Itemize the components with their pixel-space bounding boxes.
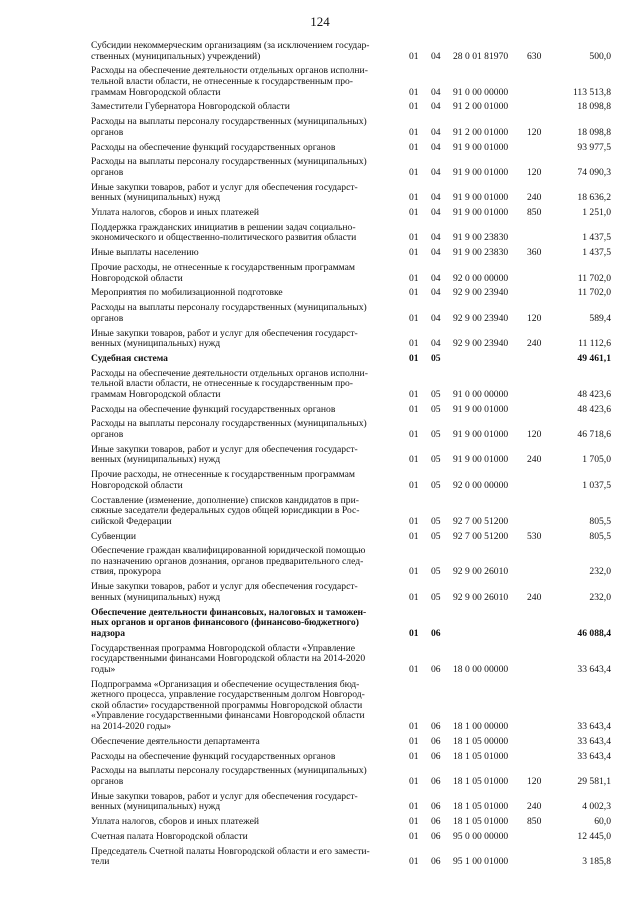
table-row <box>91 354 611 365</box>
row-description: Расходы на выплаты персоналу государственных (муниципальных) органов <box>91 116 367 138</box>
table-row <box>91 445 611 466</box>
table-row <box>91 263 611 284</box>
subsection-code: 05 <box>431 454 441 466</box>
section-code: 01 <box>409 272 419 284</box>
section-code: 01 <box>409 801 419 813</box>
row-description: Расходы на обеспечение функций государственных органов <box>91 750 336 762</box>
section-code: 01 <box>409 287 419 299</box>
row-description: Обеспечение деятельности финансовых, налоговых и таможен- ных органов и органов финансового (финансово-бюджетного) надзора <box>91 606 367 639</box>
expense-type-code: 850 <box>527 816 542 828</box>
row-description: Расходы на обеспечение функций государственных органов <box>91 141 336 153</box>
subsection-code: 05 <box>431 530 441 542</box>
subsection-code: 04 <box>431 86 441 98</box>
section-code: 01 <box>409 388 419 400</box>
section-code: 01 <box>409 566 419 578</box>
section-code: 01 <box>409 750 419 762</box>
target-article-code: 18 1 05 01000 <box>453 801 509 813</box>
section-code: 01 <box>409 50 419 62</box>
amount: 11 702,0 <box>577 272 611 284</box>
table-row <box>91 223 611 244</box>
amount: 4 002,3 <box>582 801 611 813</box>
row-description: Иные закупки товаров, работ и услуг для обеспечения государст- венных (муниципальных) нужд <box>91 790 358 813</box>
row-description: Заместители Губернатора Новгородской области <box>91 101 290 113</box>
table-row <box>91 157 611 178</box>
row-description: Прочие расходы, не отнесенные к государственным программам Новгородской области <box>91 261 355 284</box>
expense-type-code: 240 <box>527 192 542 204</box>
table-row <box>91 208 611 219</box>
table-row <box>91 817 611 828</box>
amount: 49 461,1 <box>577 352 611 364</box>
subsection-code: 05 <box>431 429 441 440</box>
expense-type-code: 120 <box>527 166 542 178</box>
row-description: Уплата налогов, сборов и иных платежей <box>91 207 260 219</box>
amount: 18 636,2 <box>577 192 611 204</box>
table-row <box>91 532 611 543</box>
section-code: 01 <box>409 591 419 603</box>
target-article-code: 92 9 00 23940 <box>453 287 509 299</box>
target-article-code: 18 0 00 00000 <box>453 663 509 675</box>
section-code: 01 <box>409 141 419 153</box>
section-code: 01 <box>409 126 419 138</box>
expense-type-code: 530 <box>527 530 542 542</box>
target-article-code: 18 1 05 00000 <box>453 735 509 747</box>
section-code: 01 <box>409 530 419 542</box>
target-article-code: 91 9 00 01000 <box>453 192 509 204</box>
row-description: Мероприятия по мобилизационной подготовке <box>91 287 283 299</box>
section-code: 01 <box>409 429 419 440</box>
target-article-code: 95 1 00 01000 <box>453 856 509 868</box>
section-code: 01 <box>409 816 419 828</box>
target-article-code: 92 9 00 23940 <box>453 312 509 324</box>
subsection-code: 04 <box>431 207 441 219</box>
page-number: 124 <box>310 14 330 29</box>
amount: 33 643,4 <box>577 720 611 732</box>
expense-type-code: 120 <box>527 126 542 138</box>
amount: 93 977,5 <box>577 141 611 153</box>
target-article-code: 95 0 00 00000 <box>453 830 509 842</box>
target-article-code: 92 9 00 23940 <box>453 338 509 350</box>
subsection-code: 06 <box>431 720 441 732</box>
target-article-code: 18 1 00 00000 <box>453 720 509 732</box>
row-description: Расходы на обеспечение функций государственных органов <box>91 403 336 415</box>
amount: 1 437,5 <box>582 247 611 259</box>
table-row <box>91 546 611 578</box>
subsection-code: 04 <box>431 101 441 113</box>
table-row <box>91 288 611 299</box>
section-code: 01 <box>409 166 419 178</box>
table-row <box>91 792 611 813</box>
target-article-code: 92 9 00 26010 <box>453 591 509 603</box>
table-row <box>91 496 611 528</box>
subsection-code: 04 <box>431 141 441 153</box>
section-code: 01 <box>409 735 419 747</box>
table-row <box>91 680 611 733</box>
section-code: 01 <box>409 192 419 204</box>
subsection-code: 04 <box>431 272 441 284</box>
amount: 805,5 <box>589 530 611 542</box>
section-code: 01 <box>409 352 419 364</box>
expense-type-code: 120 <box>527 312 542 324</box>
amount: 48 423,6 <box>577 388 611 400</box>
subsection-code: 05 <box>431 352 441 364</box>
amount: 46 088,4 <box>577 627 611 639</box>
section-code: 01 <box>409 627 419 639</box>
target-article-code: 91 2 00 01000 <box>453 126 509 138</box>
row-description: Расходы на обеспечение деятельности отдельных органов исполни- тельной власти области, не отнесенные к государственным про- граммам Новгородской области <box>91 367 368 400</box>
table-row <box>91 752 611 763</box>
amount: 1 705,0 <box>582 454 611 466</box>
target-article-code: 91 0 00 00000 <box>453 388 509 400</box>
section-code: 01 <box>409 775 419 787</box>
section-code: 01 <box>409 720 419 732</box>
amount: 589,4 <box>589 312 611 324</box>
amount: 46 718,6 <box>577 429 611 440</box>
amount: 805,5 <box>589 515 611 527</box>
section-code: 01 <box>409 338 419 350</box>
target-article-code: 92 0 00 00000 <box>453 272 509 284</box>
section-code: 01 <box>409 830 419 842</box>
row-description: Иные закупки товаров, работ и услуг для обеспечения государст- венных (муниципальных) нужд <box>91 327 358 350</box>
subsection-code: 05 <box>431 479 441 491</box>
subsection-code: 04 <box>431 338 441 350</box>
row-description: Уплата налогов, сборов и иных платежей <box>91 816 260 828</box>
section-code: 01 <box>409 479 419 491</box>
row-description: Иные закупки товаров, работ и услуг для обеспечения государст- венных (муниципальных) нужд <box>91 443 358 466</box>
section-code: 01 <box>409 207 419 219</box>
target-article-code: 18 1 05 01000 <box>453 816 509 828</box>
row-description: Расходы на обеспечение деятельности отдельных органов исполни- тельной власти области, не отнесенные к государственным про- граммам Новгородской области <box>91 65 368 98</box>
subsection-code: 04 <box>431 50 441 62</box>
expense-type-code: 360 <box>527 247 542 259</box>
subsection-code: 06 <box>431 816 441 828</box>
target-article-code: 18 1 05 01000 <box>453 750 509 762</box>
row-description: Судебная система <box>91 352 168 364</box>
expense-type-code: 240 <box>527 591 542 603</box>
target-article-code: 18 1 05 01000 <box>453 775 509 787</box>
budget-table <box>91 41 611 872</box>
target-article-code: 91 9 00 01000 <box>453 454 509 466</box>
table-row <box>91 766 611 787</box>
row-description: Субвенции <box>91 530 136 542</box>
table-row <box>91 248 611 259</box>
row-description: Составление (изменение, дополнение) списков кандидатов в при- сяжные заседатели федеральных судов общей юрисдикции в Рос- сийской Федерации <box>91 494 360 527</box>
amount: 232,0 <box>589 566 611 578</box>
subsection-code: 06 <box>431 750 441 762</box>
row-description: Субсидии некоммерческим организациям (за исключением государ- ственных (муниципальных) учреждений) <box>91 40 370 62</box>
subsection-code: 04 <box>431 312 441 324</box>
table-row <box>91 303 611 324</box>
subsection-code: 05 <box>431 388 441 400</box>
amount: 18 098,8 <box>577 126 611 138</box>
expense-type-code: 240 <box>527 801 542 813</box>
table-row <box>91 847 611 868</box>
amount: 3 185,8 <box>582 856 611 868</box>
section-code: 01 <box>409 403 419 415</box>
amount: 48 423,6 <box>577 403 611 415</box>
table-row <box>91 143 611 154</box>
amount: 1 037,5 <box>582 479 611 491</box>
target-article-code: 91 9 00 01000 <box>453 207 509 219</box>
amount: 500,0 <box>589 50 611 62</box>
table-row <box>91 66 611 98</box>
subsection-code: 06 <box>431 735 441 747</box>
target-article-code: 92 7 00 51200 <box>453 530 509 542</box>
row-description: Государственная программа Новгородской области «Управление государственными финансами Новгородской области на 2014-2020 годы» <box>91 642 366 675</box>
amount: 11 702,0 <box>577 287 611 299</box>
amount: 1 437,5 <box>582 232 611 244</box>
amount: 74 090,3 <box>577 166 611 178</box>
subsection-code: 04 <box>431 287 441 299</box>
expense-type-code: 120 <box>527 429 542 440</box>
amount: 33 643,4 <box>577 735 611 747</box>
subsection-code: 04 <box>431 247 441 259</box>
section-code: 01 <box>409 101 419 113</box>
expense-type-code: 120 <box>527 775 542 787</box>
expense-type-code: 630 <box>527 50 542 62</box>
table-row <box>91 582 611 603</box>
subsection-code: 06 <box>431 663 441 675</box>
subsection-code: 05 <box>431 591 441 603</box>
row-description: Подпрограмма «Организация и обеспечение осуществления бюд- жетного процесса, управление государственным долгом Новгород- ской области» государственной программы Новгородской области «Управление государственными финансами Новгородской области на 2014-2020 годы» <box>91 678 365 732</box>
table-row <box>91 737 611 748</box>
target-article-code: 92 9 00 26010 <box>453 566 509 578</box>
subsection-code: 06 <box>431 830 441 842</box>
row-description: Иные выплаты населению <box>91 247 199 259</box>
subsection-code: 04 <box>431 232 441 244</box>
row-description: Расходы на выплаты персоналу государственных (муниципальных) органов <box>91 302 367 324</box>
subsection-code: 04 <box>431 126 441 138</box>
amount: 33 643,4 <box>577 663 611 675</box>
table-row <box>91 419 611 440</box>
subsection-code: 05 <box>431 515 441 527</box>
target-article-code: 91 9 00 01000 <box>453 141 509 153</box>
amount: 29 581,1 <box>577 775 611 787</box>
subsection-code: 04 <box>431 166 441 178</box>
subsection-code: 05 <box>431 403 441 415</box>
table-row <box>91 832 611 843</box>
row-description: Поддержка гражданских инициатив в решении задач социально- экономического и общественно-политического развития области <box>91 221 357 244</box>
target-article-code: 91 9 00 01000 <box>453 429 509 440</box>
subsection-code: 04 <box>431 192 441 204</box>
section-code: 01 <box>409 454 419 466</box>
amount: 113 513,8 <box>572 86 611 98</box>
row-description: Обеспечение граждан квалифицированной юридической помощью по назначению органов дознания, органов предварительного след- ствия, прокурора <box>91 545 366 578</box>
row-description: Председатель Счетной палаты Новгородской области и его замести- тели <box>91 845 370 868</box>
amount: 1 251,0 <box>582 207 611 219</box>
table-row <box>91 117 611 138</box>
amount: 33 643,4 <box>577 750 611 762</box>
table-row <box>91 470 611 491</box>
row-description: Иные закупки товаров, работ и услуг для обеспечения государст- венных (муниципальных) нужд <box>91 581 358 603</box>
target-article-code: 91 9 00 23830 <box>453 247 509 259</box>
target-article-code: 91 2 00 01000 <box>453 101 509 113</box>
amount: 18 098,8 <box>577 101 611 113</box>
section-code: 01 <box>409 247 419 259</box>
target-article-code: 92 0 00 00000 <box>453 479 509 491</box>
amount: 60,0 <box>594 816 611 828</box>
section-code: 01 <box>409 663 419 675</box>
amount: 11 112,6 <box>578 338 611 350</box>
expense-type-code: 240 <box>527 338 542 350</box>
table-row <box>91 369 611 401</box>
subsection-code: 06 <box>431 627 441 639</box>
target-article-code: 91 9 00 23830 <box>453 232 509 244</box>
amount: 12 445,0 <box>577 830 611 842</box>
subsection-code: 06 <box>431 775 441 787</box>
table-row <box>91 405 611 416</box>
row-description: Расходы на выплаты персоналу государственных (муниципальных) органов <box>91 418 367 440</box>
subsection-code: 06 <box>431 856 441 868</box>
expense-type-code: 850 <box>527 207 542 219</box>
target-article-code: 91 9 00 01000 <box>453 403 509 415</box>
target-article-code: 92 7 00 51200 <box>453 515 509 527</box>
subsection-code: 05 <box>431 566 441 578</box>
row-description: Иные закупки товаров, работ и услуг для обеспечения государст- венных (муниципальных) нужд <box>91 181 358 204</box>
section-code: 01 <box>409 515 419 527</box>
table-row <box>91 644 611 676</box>
row-description: Расходы на выплаты персоналу государственных (муниципальных) органов <box>91 156 367 178</box>
amount: 232,0 <box>589 591 611 603</box>
subsection-code: 06 <box>431 801 441 813</box>
target-article-code: 28 0 01 81970 <box>453 50 509 62</box>
expense-type-code: 240 <box>527 454 542 466</box>
row-description: Обеспечение деятельности департамента <box>91 735 260 747</box>
table-row <box>91 608 611 640</box>
table-row <box>91 41 611 62</box>
table-row <box>91 183 611 204</box>
target-article-code: 91 0 00 00000 <box>453 86 509 98</box>
row-description: Прочие расходы, не отнесенные к государственным программам Новгородской области <box>91 469 355 491</box>
target-article-code: 91 9 00 01000 <box>453 166 509 178</box>
section-code: 01 <box>409 312 419 324</box>
section-code: 01 <box>409 86 419 98</box>
table-row <box>91 102 611 113</box>
row-description: Расходы на выплаты персоналу государственных (муниципальных) органов <box>91 765 367 787</box>
row-description: Счетная палата Новгородской области <box>91 830 248 842</box>
section-code: 01 <box>409 232 419 244</box>
table-row <box>91 329 611 350</box>
section-code: 01 <box>409 856 419 868</box>
